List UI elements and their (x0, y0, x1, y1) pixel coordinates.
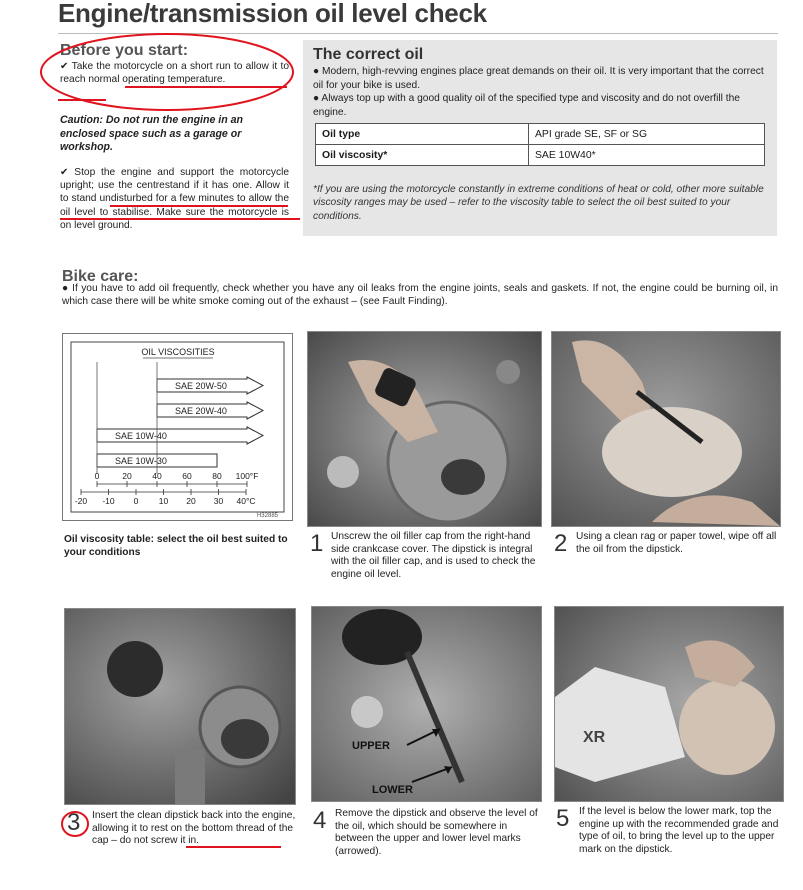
viscosity-bar-label-3: SAE 10W-30 (115, 456, 167, 466)
step-5-text: If the level is below the lower mark, top the engine up with the recommended grade and type of oil, to bring the level up to the upper mark on the dipstick. (579, 806, 779, 855)
photo-step-2 (551, 331, 781, 527)
f-tick-label-3: 60 (182, 471, 192, 481)
viscosity-chart (62, 333, 293, 521)
step-3-number: 3 (67, 809, 81, 836)
step-1-number: 1 (310, 530, 324, 557)
viscosity-bar-label-2: SAE 10W-40 (115, 431, 167, 441)
viscosity-bar-label-1: SAE 20W-40 (175, 406, 227, 416)
oil-type-value: API grade SE, SF or SG (529, 124, 765, 145)
step-1-text: Unscrew the oil filler cap from the right-hand side crankcase cover. The dipstick is integral with the oil filler cap, and is used to check the engine oil level. (331, 531, 536, 580)
oil-bullet-2: ● Always top up with a good quality oil of the specified type and viscosity and do not overfill the engine. (313, 93, 740, 118)
chart-title: OIL VISCOSITIES (141, 347, 215, 357)
step-4-text: Remove the dipstick and observe the level of the oil, which should be somewhere in between the upper and lower level marks (arrowed). (335, 808, 538, 857)
c-tick-label-1: -10 (102, 496, 115, 506)
photo-step-5 (554, 606, 784, 802)
f-tick-label-2: 40 (152, 471, 162, 481)
f-tick-label-5: 100°F (235, 471, 259, 481)
photo-step-1 (307, 331, 542, 527)
c-tick-label-4: 20 (186, 496, 196, 506)
oil-viscosity-value: SAE 10W40* (529, 145, 765, 166)
caution-text: Caution: Do not run the engine in an enclosed space such as a garage or workshop. (60, 114, 244, 153)
underline-perature (58, 99, 106, 101)
lower-mark-label: LOWER (372, 784, 413, 796)
correct-oil-panel (303, 40, 777, 236)
bike-care-text: ● If you have to add oil frequently, check whether you have any oil leaks from the engine joints, seals and gaskets. If not, the engine could be burning oil, in which case there will be white smoke coming out of the exhaust – (see Fault Finding). (62, 283, 778, 308)
annotation-ellipse (36, 30, 298, 120)
c-tick-label-2: 0 (133, 496, 139, 506)
oil-bullet-1: ● Modern, high-revving engines place great demands on their oil. It is very important that the correct oil for your bike is used. (313, 66, 764, 91)
oil-type-label: Oil type (316, 124, 529, 145)
underline-do-not-screw (186, 846, 281, 848)
table-row (316, 124, 765, 145)
page-title: Engine/transmission oil level check (58, 0, 487, 28)
f-tick-label-1: 20 (122, 471, 132, 481)
c-tick-label-3: 10 (158, 496, 169, 506)
viscosity-chart-svg (63, 334, 292, 520)
before-p2: ✔ Stop the engine and support the motorcycle upright; use the centrestand if it has one. Allow it to stand undisturbed for a few minutes to allow the oil level to stabilise. Make sure the motorcycle is on level ground. (60, 167, 289, 231)
chart-inner-frame (71, 342, 284, 512)
before-heading: Before you start: (60, 42, 189, 59)
svg-text:XR: XR (583, 729, 606, 746)
chart-caption: Oil viscosity table: select the oil best suited to your conditions (64, 534, 288, 558)
chart-ref: H32885 (256, 513, 278, 519)
bike-care-heading: Bike care: (62, 268, 139, 285)
step-5-number: 5 (556, 805, 570, 832)
underline-stand (110, 205, 288, 207)
f-tick-label-4: 80 (212, 471, 222, 481)
c-tick-label-0: -20 (74, 496, 88, 506)
step-2-number: 2 (554, 530, 568, 557)
step-3-text: Insert the clean dipstick back into the engine, allowing it to rest on the bottom thread of the cap – do not screw it in. (92, 810, 296, 847)
c-tick-label-6: 40°C (236, 496, 256, 506)
oil-spec-table (315, 123, 765, 166)
step-4-number: 4 (313, 807, 327, 834)
photo-step-3 (64, 608, 296, 805)
step-2-text: Using a clean rag or paper towel, wipe off all the oil from the dipstick. (576, 531, 777, 555)
upper-mark-label: UPPER (352, 740, 390, 752)
viscosity-bar-label-0: SAE 20W-50 (175, 381, 227, 391)
table-row (316, 145, 765, 166)
underline-operating-temp (125, 86, 287, 88)
f-tick-label-0: 0 (94, 471, 100, 481)
oil-note: *If you are using the motorcycle constantly in extreme conditions of heat or cold, other more suitable viscosity ranges may be used – refer to the viscosity table to select the oil best suited to your conditions. (313, 184, 764, 222)
before-p1: ✔ Take the motorcycle on a short run to allow it to reach normal operating temperature. (60, 61, 289, 86)
oil-viscosity-label: Oil viscosity* (316, 145, 529, 166)
photo-step-4 (311, 606, 542, 802)
c-tick-label-5: 30 (213, 496, 224, 506)
correct-oil-heading: The correct oil (313, 46, 424, 63)
underline-few-minutes (60, 218, 300, 220)
